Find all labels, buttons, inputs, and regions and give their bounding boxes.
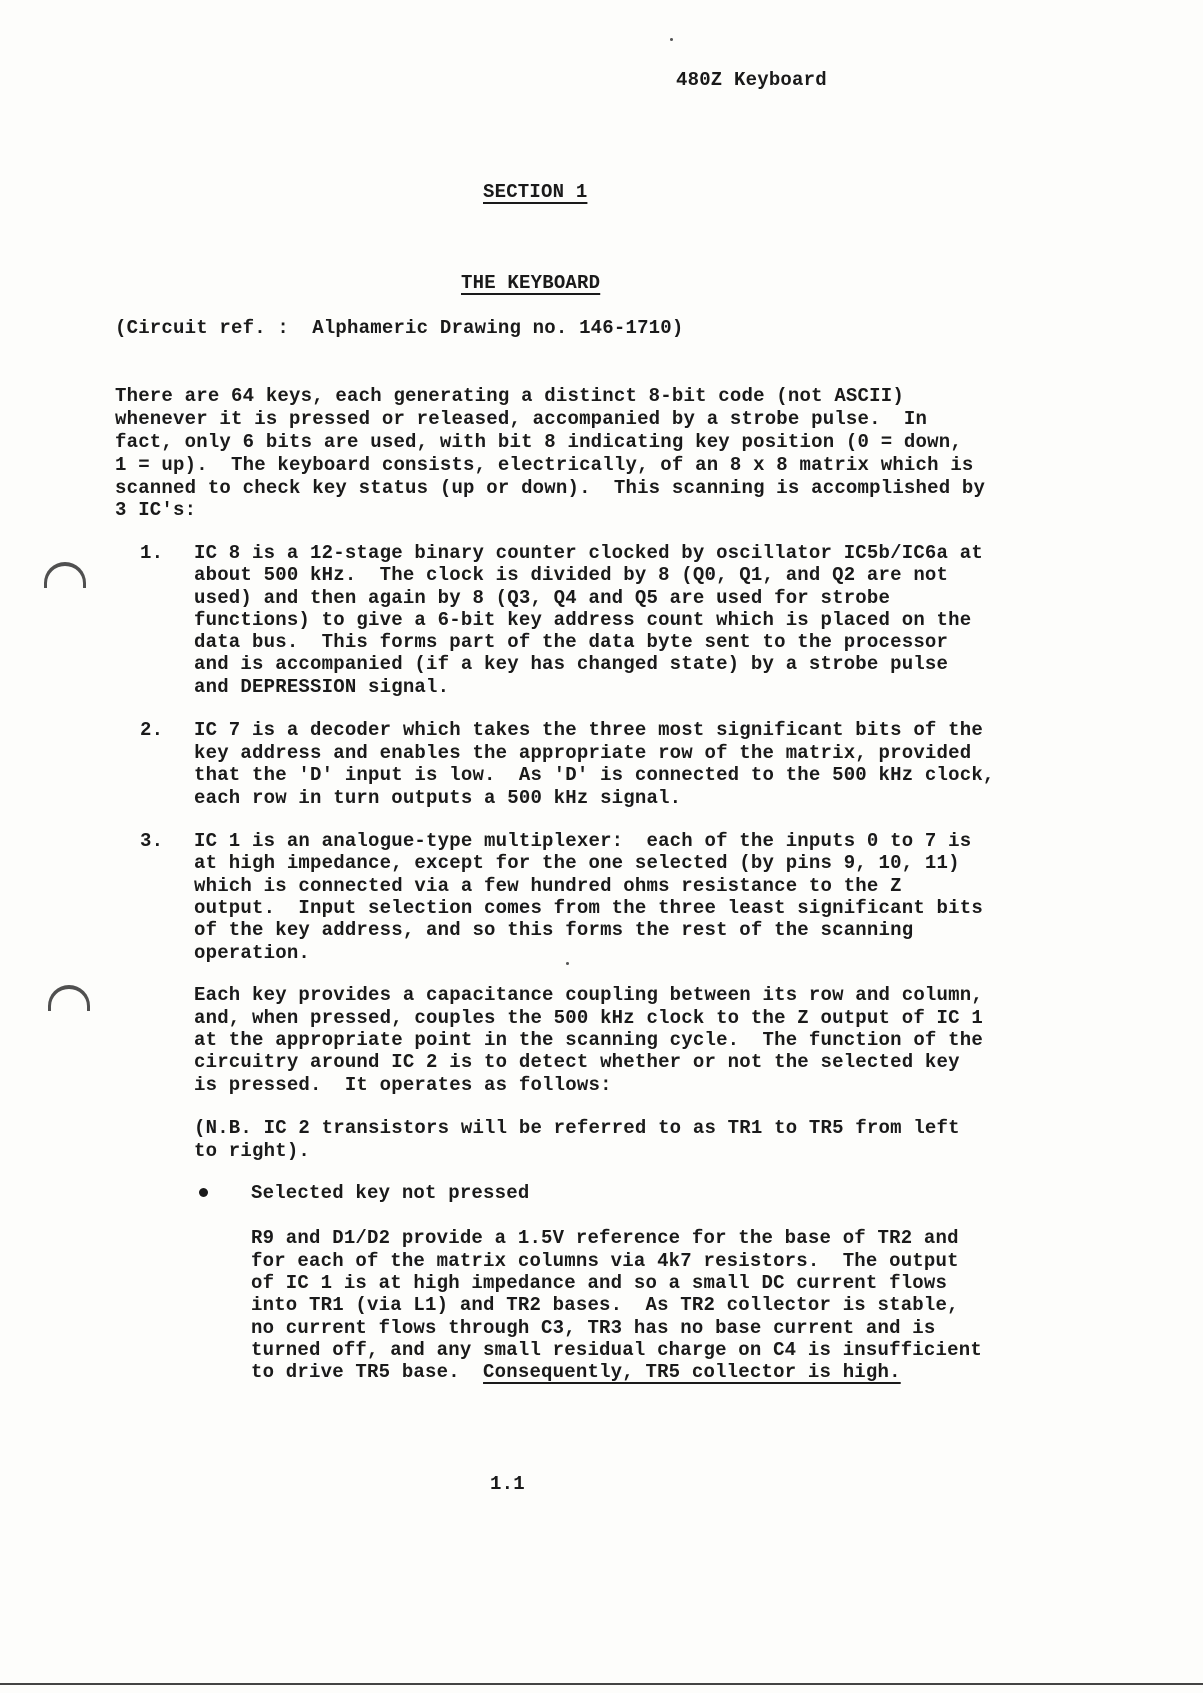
document-header-title: 480Z Keyboard: [676, 69, 827, 91]
intro-line: 1 = up). The keyboard consists, electrically, of an 8 x 8 matrix which is: [115, 454, 974, 476]
list-item-line: IC 7 is a decoder which takes the three most significant bits of the: [194, 719, 983, 741]
intro-line: There are 64 keys, each generating a distinct 8-bit code (not ASCII): [115, 385, 904, 407]
list-item-line: data bus. This forms part of the data byte sent to the processor: [194, 631, 949, 653]
list-item-line: key address and enables the appropriate row of the matrix, provided: [194, 742, 972, 764]
paragraph-line: (N.B. IC 2 transistors will be referred to as TR1 to TR5 from left: [194, 1117, 960, 1139]
conclusion-underlined: Consequently, TR5 collector is high.: [483, 1361, 901, 1383]
bullet-dot-icon: [199, 1188, 208, 1197]
bullet-last-lead: to drive TR5 base.: [251, 1361, 484, 1383]
punch-hole-mark-icon: [48, 985, 90, 1011]
list-item-line: of the key address, and so this forms the rest of the scanning: [194, 919, 914, 941]
bullet-line: no current flows through C3, TR3 has no base current and is: [251, 1317, 936, 1339]
list-item-line: at high impedance, except for the one selected (by pins 9, 10, 11): [194, 852, 960, 874]
paragraph-line: at the appropriate point in the scanning cycle. The function of the: [194, 1029, 983, 1051]
list-item-number: 2.: [140, 719, 164, 741]
list-item-line: functions) to give a 6-bit key address count which is placed on the: [194, 609, 972, 631]
list-item-line: each row in turn outputs a 500 kHz signal.: [194, 787, 682, 809]
section-title: THE KEYBOARD: [461, 272, 601, 294]
section-number: SECTION 1: [483, 181, 588, 203]
bullet-line-last: [251, 1360, 901, 1384]
list-item-line: used) and then again by 8 (Q3, Q4 and Q5 are used for strobe: [194, 587, 891, 609]
paragraph-line: Each key provides a capacitance coupling between its row and column,: [194, 984, 983, 1006]
list-item-number: 3.: [140, 830, 164, 852]
bullet-line: of IC 1 is at high impedance and so a small DC current flows: [251, 1272, 948, 1294]
scan-speck: [670, 38, 673, 41]
page-number: 1.1: [490, 1473, 525, 1495]
list-item-line: output. Input selection comes from the three least significant bits: [194, 897, 983, 919]
punch-hole-mark-icon: [44, 562, 86, 588]
list-item-line: operation.: [194, 942, 311, 964]
list-item-number: 1.: [140, 542, 164, 564]
bullet-line: turned off, and any small residual charge on C4 is insufficient: [251, 1339, 982, 1361]
intro-line: whenever it is pressed or released, accompanied by a strobe pulse. In: [115, 408, 928, 430]
intro-line: fact, only 6 bits are used, with bit 8 indicating key position (0 = down,: [115, 431, 962, 453]
intro-line: 3 IC's:: [115, 499, 197, 521]
list-item-line: and DEPRESSION signal.: [194, 676, 450, 698]
list-item-line: IC 8 is a 12-stage binary counter clocked by oscillator IC5b/IC6a at: [194, 542, 983, 564]
scan-bottom-edge: [0, 1683, 1203, 1685]
list-item-line: that the 'D' input is low. As 'D' is connected to the 500 kHz clock,: [194, 764, 995, 786]
bullet-line: into TR1 (via L1) and TR2 bases. As TR2 collector is stable,: [251, 1294, 959, 1316]
list-item-line: IC 1 is an analogue-type multiplexer: each of the inputs 0 to 7 is: [194, 830, 972, 852]
paragraph-line: to right).: [194, 1140, 311, 1162]
paragraph-line: and, when pressed, couples the 500 kHz clock to the Z output of IC 1: [194, 1007, 983, 1029]
intro-line: scanned to check key status (up or down). This scanning is accomplished by: [115, 477, 986, 499]
list-item-line: about 500 kHz. The clock is divided by 8 (Q0, Q1, and Q2 are not: [194, 564, 949, 586]
bullet-line: for each of the matrix columns via 4k7 resistors. The output: [251, 1250, 959, 1272]
bullet-heading: Selected key not pressed: [251, 1182, 530, 1204]
list-item-line: which is connected via a few hundred ohms resistance to the Z: [194, 875, 902, 897]
paragraph-line: circuitry around IC 2 is to detect whether or not the selected key: [194, 1051, 960, 1073]
bullet-line: R9 and D1/D2 provide a 1.5V reference for the base of TR2 and: [251, 1227, 959, 1249]
circuit-reference: (Circuit ref. : Alphameric Drawing no. 146-1710): [115, 317, 684, 339]
list-item-line: and is accompanied (if a key has changed state) by a strobe pulse: [194, 653, 949, 675]
paragraph-line: is pressed. It operates as follows:: [194, 1074, 612, 1096]
scan-speck: [566, 962, 569, 965]
